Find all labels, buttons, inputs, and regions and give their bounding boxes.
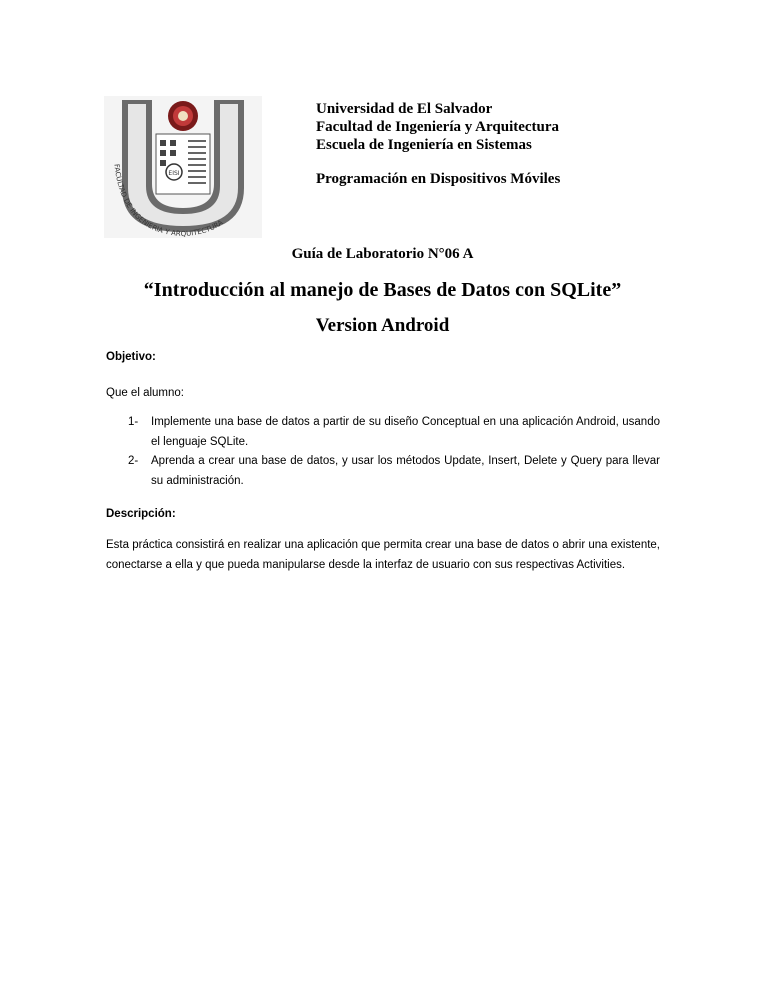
document-subtitle: Version Android xyxy=(315,315,450,336)
faculty-name: Facultad de Ingeniería y Arquitectura xyxy=(316,119,560,135)
list-item-number: 2- xyxy=(128,455,139,467)
university-name: Universidad de El Salvador xyxy=(316,101,493,117)
list-item-text: Aprenda a crear una base de datos, y usar los métodos Update, Insert, Delete y Query para llevar su administración. xyxy=(151,455,660,487)
institution-header xyxy=(316,100,560,188)
descripcion-heading: Descripción: xyxy=(106,508,176,520)
lab-guide-number: Guía de Laboratorio N°06 A xyxy=(291,246,474,262)
faculty-logo-icon xyxy=(104,96,262,238)
list-item xyxy=(128,452,660,491)
objectives-list xyxy=(128,413,660,491)
course-name: Programación en Dispositivos Móviles xyxy=(316,171,561,187)
list-item-number: 1- xyxy=(128,416,139,428)
list-item-text: Implemente una base de datos a partir de su diseño Conceptual en una aplicación Android, usando el lenguaje SQLite. xyxy=(151,416,660,448)
logo-text: FACULTAD DE INGENIERIA Y ARQUITECTURA xyxy=(112,163,225,238)
list-item xyxy=(128,413,660,452)
objetivo-intro: Que el alumno: xyxy=(106,387,184,399)
descripcion-text: Esta práctica consistirá en realizar una aplicación que permita crear una base de datos o abrir una existente, conectarse a ella y que pueda manipularse desde la interfaz de usuario con sus respectivas Activities. xyxy=(106,539,660,571)
document-title: “Introducción al manejo de Bases de Datos con SQLite” xyxy=(143,279,622,301)
logo-inner-text: EISI xyxy=(168,170,180,177)
objetivo-heading: Objetivo: xyxy=(106,351,156,363)
school-name: Escuela de Ingeniería en Sistemas xyxy=(316,137,532,153)
